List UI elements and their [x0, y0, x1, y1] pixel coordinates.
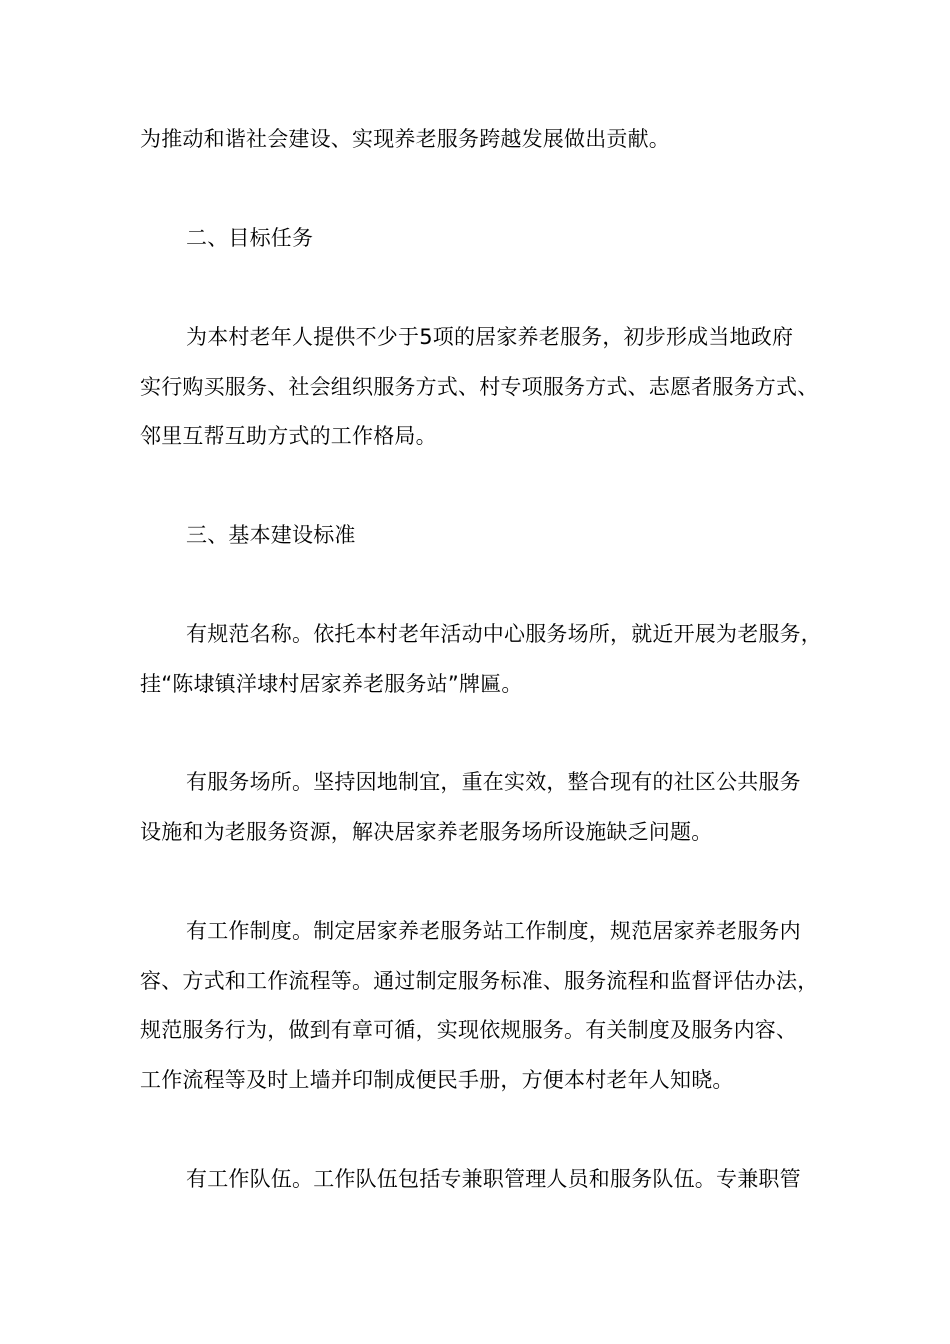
paragraph-line: 实行购买服务、社会组织服务方式、村专项服务方式、志愿者服务方式、: [140, 375, 819, 399]
paragraph-line: 为本村老年人提供不少于5项的居家养老服务，初步形成当地政府: [186, 325, 794, 349]
paragraph-line: 有规范名称。依托本村老年活动中心服务场所，就近开展为老服务，: [186, 622, 822, 646]
section-heading: 三、基本建设标准: [186, 523, 356, 547]
paragraph-line: 为推动和谐社会建设、实现养老服务跨越发展做出贡献。: [140, 127, 670, 151]
paragraph-line: 工作流程等及时上墙并印制成便民手册，方便本村老年人知晓。: [140, 1068, 734, 1092]
paragraph-line: 有工作制度。制定居家养老服务站工作制度，规范居家养老服务内: [186, 919, 801, 943]
paragraph-line: 挂“陈埭镇洋埭村居家养老服务站”牌匾。: [140, 672, 523, 696]
paragraph-line: 有服务场所。坚持因地制宜，重在实效，整合现有的社区公共服务: [186, 770, 801, 794]
paragraph-line: 有工作队伍。工作队伍包括专兼职管理人员和服务队伍。专兼职管: [186, 1167, 801, 1191]
paragraph-line: 容、方式和工作流程等。通过制定服务标准、服务流程和监督评估办法，: [140, 969, 819, 993]
paragraph-line: 邻里互帮互助方式的工作格局。: [140, 424, 437, 448]
paragraph-line: 设施和为老服务资源，解决居家养老服务场所设施缺乏问题。: [140, 820, 713, 844]
section-heading: 二、目标任务: [186, 226, 314, 250]
paragraph-line: 规范服务行为，做到有章可循，实现依规服务。有关制度及服务内容、: [140, 1018, 798, 1042]
